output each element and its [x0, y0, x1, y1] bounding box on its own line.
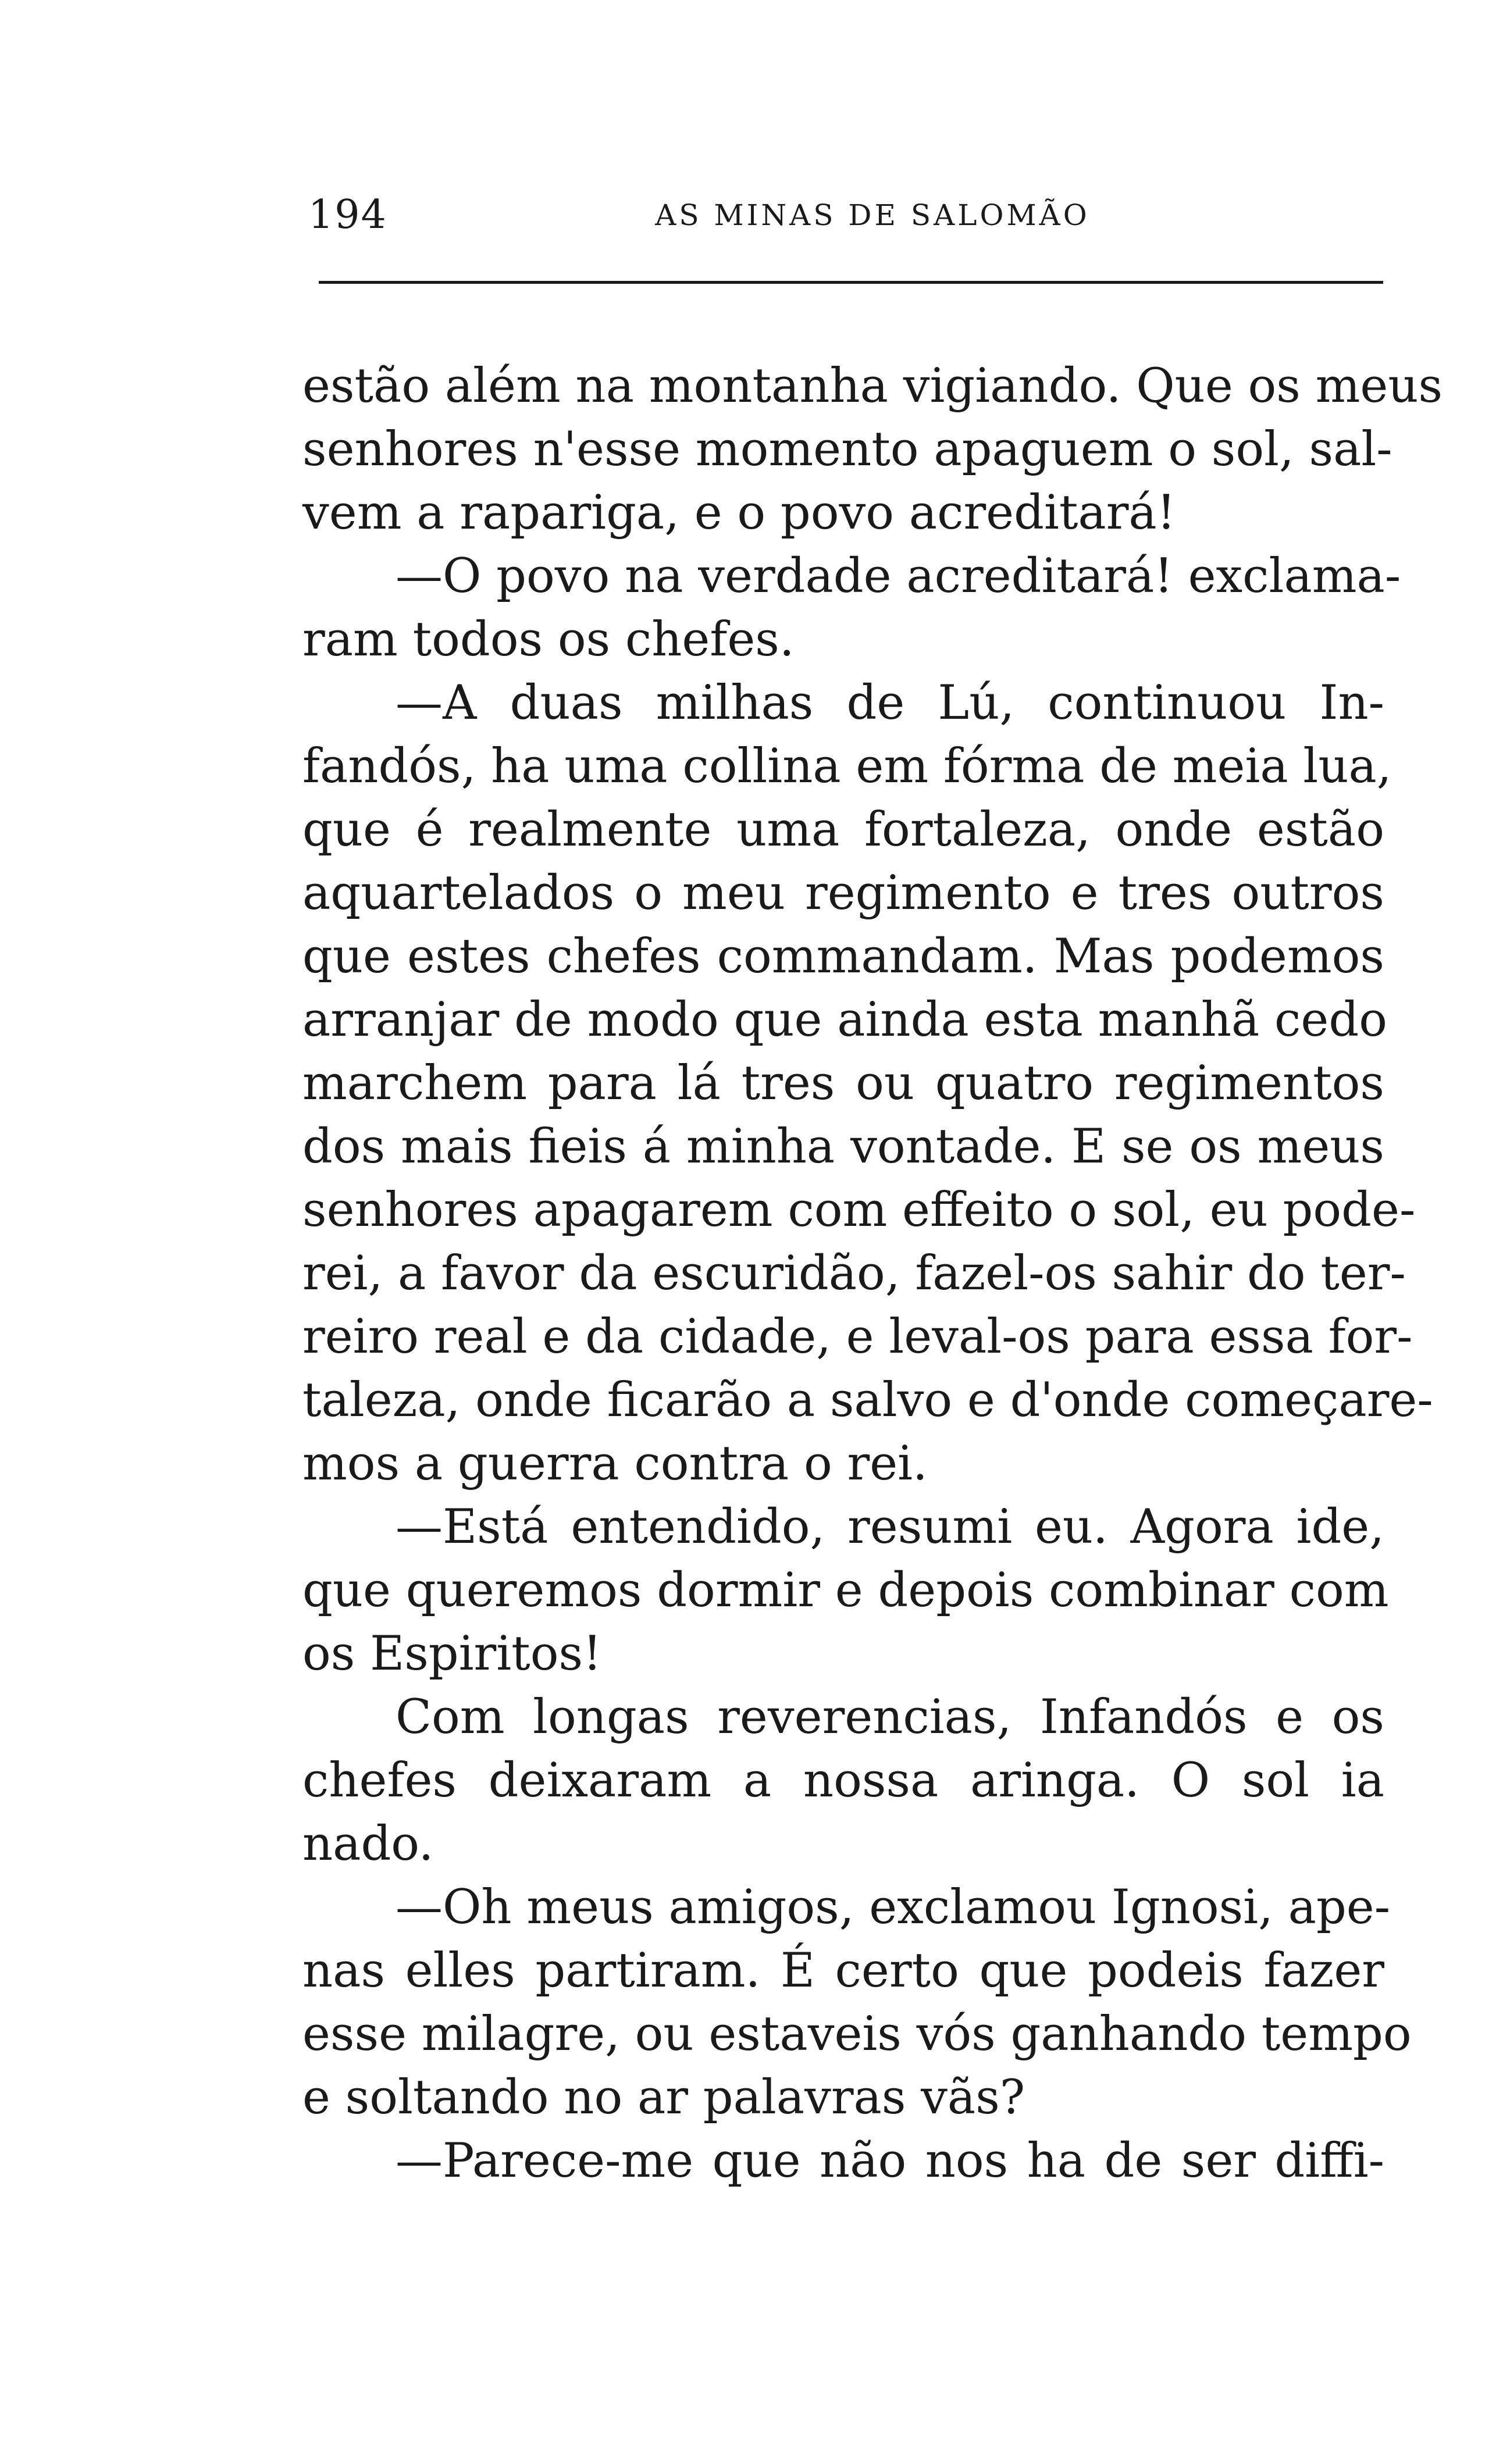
text-line: Com longas reverencias, Infandós e os: [396, 1690, 1384, 1745]
text-line: vem a rapariga, e o povo acreditará!: [302, 486, 1176, 540]
text-line: senhores apagarem com effeito o sol, eu pode-: [302, 1183, 1416, 1238]
text-line: nas elles partiram. É certo que podeis fazer: [302, 1944, 1384, 1998]
text-line: —Está entendido, resumi eu. Agora ide,: [396, 1500, 1384, 1554]
text-line: —A duas milhas de Lú, continuou In-: [396, 676, 1384, 730]
text-line: —Parece-me que não nos ha de ser diffi-: [396, 2134, 1384, 2188]
text-line: mos a guerra contra o rei.: [302, 1436, 928, 1491]
text-line: os Espiritos!: [302, 1627, 602, 1681]
header-rule: [319, 281, 1383, 284]
text-line: arranjar de modo que ainda esta manhã cedo: [302, 993, 1387, 1047]
text-line: aquartelados o meu regimento e tres outros: [302, 866, 1384, 921]
text-line: —O povo na verdade acreditará! exclama-: [396, 549, 1401, 604]
text-line: —Oh meus amigos, exclamou Ignosi, ape-: [396, 1880, 1391, 1935]
body-text: [302, 355, 1443, 2193]
text-line: marchem para lá tres ou quatro regimentos: [302, 1056, 1384, 1111]
text-line: estão além na montanha vigiando. Que os meus: [302, 359, 1443, 413]
text-line: que queremos dormir e depois combinar com: [302, 1563, 1389, 1618]
text-line: fandós, ha uma collina em fórma de meia lua,: [302, 739, 1392, 794]
running-title: AS MINAS DE SALOMÃO: [655, 198, 1090, 232]
text-line: rei, a favor da escuridão, fazel-os sahir do ter-: [302, 1246, 1406, 1301]
text-line: e soltando no ar palavras vãs?: [302, 2070, 1025, 2125]
page-number: 194: [308, 192, 387, 238]
text-line: ram todos os chefes.: [302, 612, 795, 667]
text-line: taleza, onde ficarão a salvo e d'onde começare-: [302, 1373, 1433, 1428]
text-line: dos mais fieis á minha vontade. E se os meus: [302, 1119, 1384, 1174]
text-line: esse milagre, ou estaveis vós ganhando tempo: [302, 2007, 1412, 2062]
text-line: que estes chefes commandam. Mas podemos: [302, 929, 1384, 984]
text-line: que é realmente uma fortaleza, onde estão: [302, 803, 1384, 857]
text-line: nado.: [302, 1817, 434, 1871]
text-line: reiro real e da cidade, e leval-os para essa for-: [302, 1310, 1413, 1364]
text-line: senhores n'esse momento apaguem o sol, sal-: [302, 422, 1392, 477]
page-header: [308, 189, 1396, 241]
text-line: chefes deixaram a nossa aringa. O sol ia: [302, 1753, 1384, 1808]
